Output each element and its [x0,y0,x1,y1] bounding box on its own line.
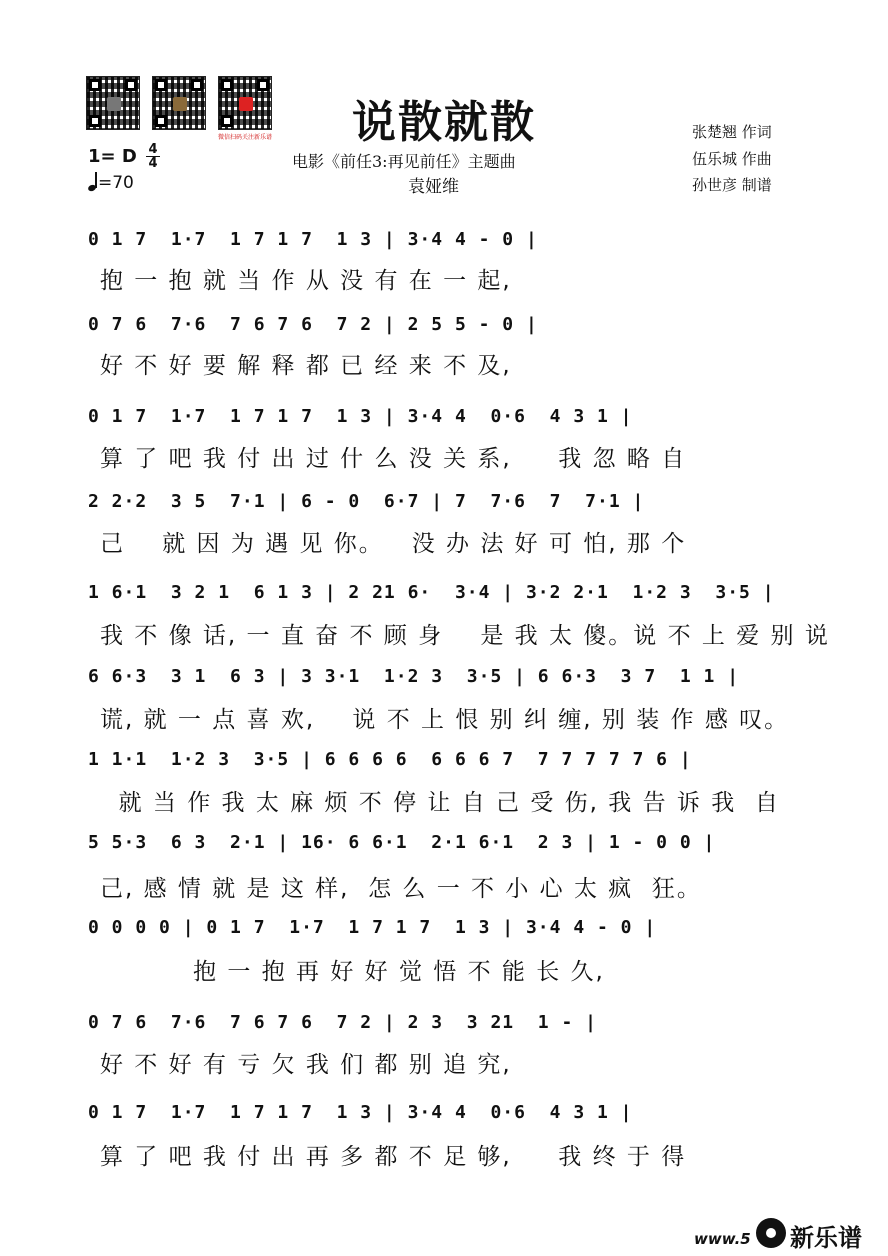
key-signature: 1= D [88,146,137,167]
notation-line: 0 0 0 0 | 0 1 7 1·7 1 7 1 7 1 3 | 3·4 4 - 0 | [88,917,657,938]
lyric-line: 算 了 吧 我 付 出 再 多 都 不 足 够, 我 终 于 得 [100,1144,687,1170]
lyric-line: 己 就 因 为 遇 见 你。 没 办 法 好 可 怕, 那 个 [100,531,687,557]
vinyl-record-icon [756,1218,786,1248]
notation-line: 0 1 7 1·7 1 7 1 7 1 3 | 3·4 4 0·6 4 3 1 | [88,1102,633,1123]
lyric-line: 抱 一 抱 就 当 作 从 没 有 在 一 起, [100,268,512,294]
tempo-marking: =70 [88,173,134,193]
time-signature: 4 4 [146,143,160,170]
lyric-line: 谎, 就 一 点 喜 欢, 说 不 上 恨 别 纠 缠, 别 装 作 感 叹。 [100,707,790,733]
lyric-line: 我 不 像 话, 一 直 奋 不 顾 身 是 我 太 傻。说 不 上 爱 别 说 [100,623,830,649]
notation-line: 5 5·3 6 3 2·1 | 16· 6 6·1 2·1 6·1 2 3 | 1 - 0 0 | [88,832,716,853]
notation-line: 0 7 6 7·6 7 6 7 6 7 2 | 2 5 5 - 0 | [88,314,538,335]
notation-line: 1 6·1 3 2 1 6 1 3 | 2 21 6· 3·4 | 3·2 2·1 1·2 3 3·5 | [88,582,775,603]
notation-line: 0 7 6 7·6 7 6 7 6 7 2 | 2 3 3 21 1 - | [88,1012,597,1033]
lyric-line: 抱 一 抱 再 好 好 觉 悟 不 能 长 久, [100,959,605,985]
notation-line: 6 6·3 3 1 6 3 | 3 3·1 1·2 3 3·5 | 6 6·3 3 7 1 1 | [88,666,740,687]
song-title: 说散就散 [352,97,536,148]
lyric-line: 算 了 吧 我 付 出 过 什 么 没 关 系, 我 忽 略 自 [100,446,687,472]
quarter-note-icon [88,173,98,191]
lyric-line: 己, 感 情 就 是 这 样, 怎 么 一 不 小 心 太 疯 狂。 [100,876,702,902]
qr-caption: 微信扫码关注新乐谱 [218,134,273,141]
notation-line: 1 1·1 1·2 3 3·5 | 6 6 6 6 6 6 6 7 7 7 7 7 7 6 | [88,749,692,770]
lyric-line: 好 不 好 要 解 释 都 已 经 来 不 及, [100,353,512,379]
notation-line: 2 2·2 3 5 7·1 | 6 - 0 6·7 | 7 7·6 7 7·1 | [88,491,645,512]
notation-line: 0 1 7 1·7 1 7 1 7 1 3 | 3·4 4 - 0 | [88,229,538,250]
footer-url: www.5 [694,1230,751,1248]
lyric-line: 好 不 好 有 亏 欠 我 们 都 别 追 究, [100,1052,512,1078]
brand-logo: 新乐谱 [790,1224,862,1252]
song-subtitle: 电影《前任3:再见前任》主题曲 [292,152,516,171]
notation-line: 0 1 7 1·7 1 7 1 7 1 3 | 3·4 4 0·6 4 3 1 | [88,406,633,427]
composer-credit: 伍乐城 作曲 [692,150,772,168]
lyricist-credit: 张楚翘 作词 [692,123,772,141]
lyric-line: 就 当 作 我 太 麻 烦 不 停 让 自 己 受 伤, 我 告 诉 我 自 [100,790,780,816]
arranger-credit: 孙世彦 制谱 [692,176,772,194]
singer-name: 袁娅维 [408,177,459,197]
